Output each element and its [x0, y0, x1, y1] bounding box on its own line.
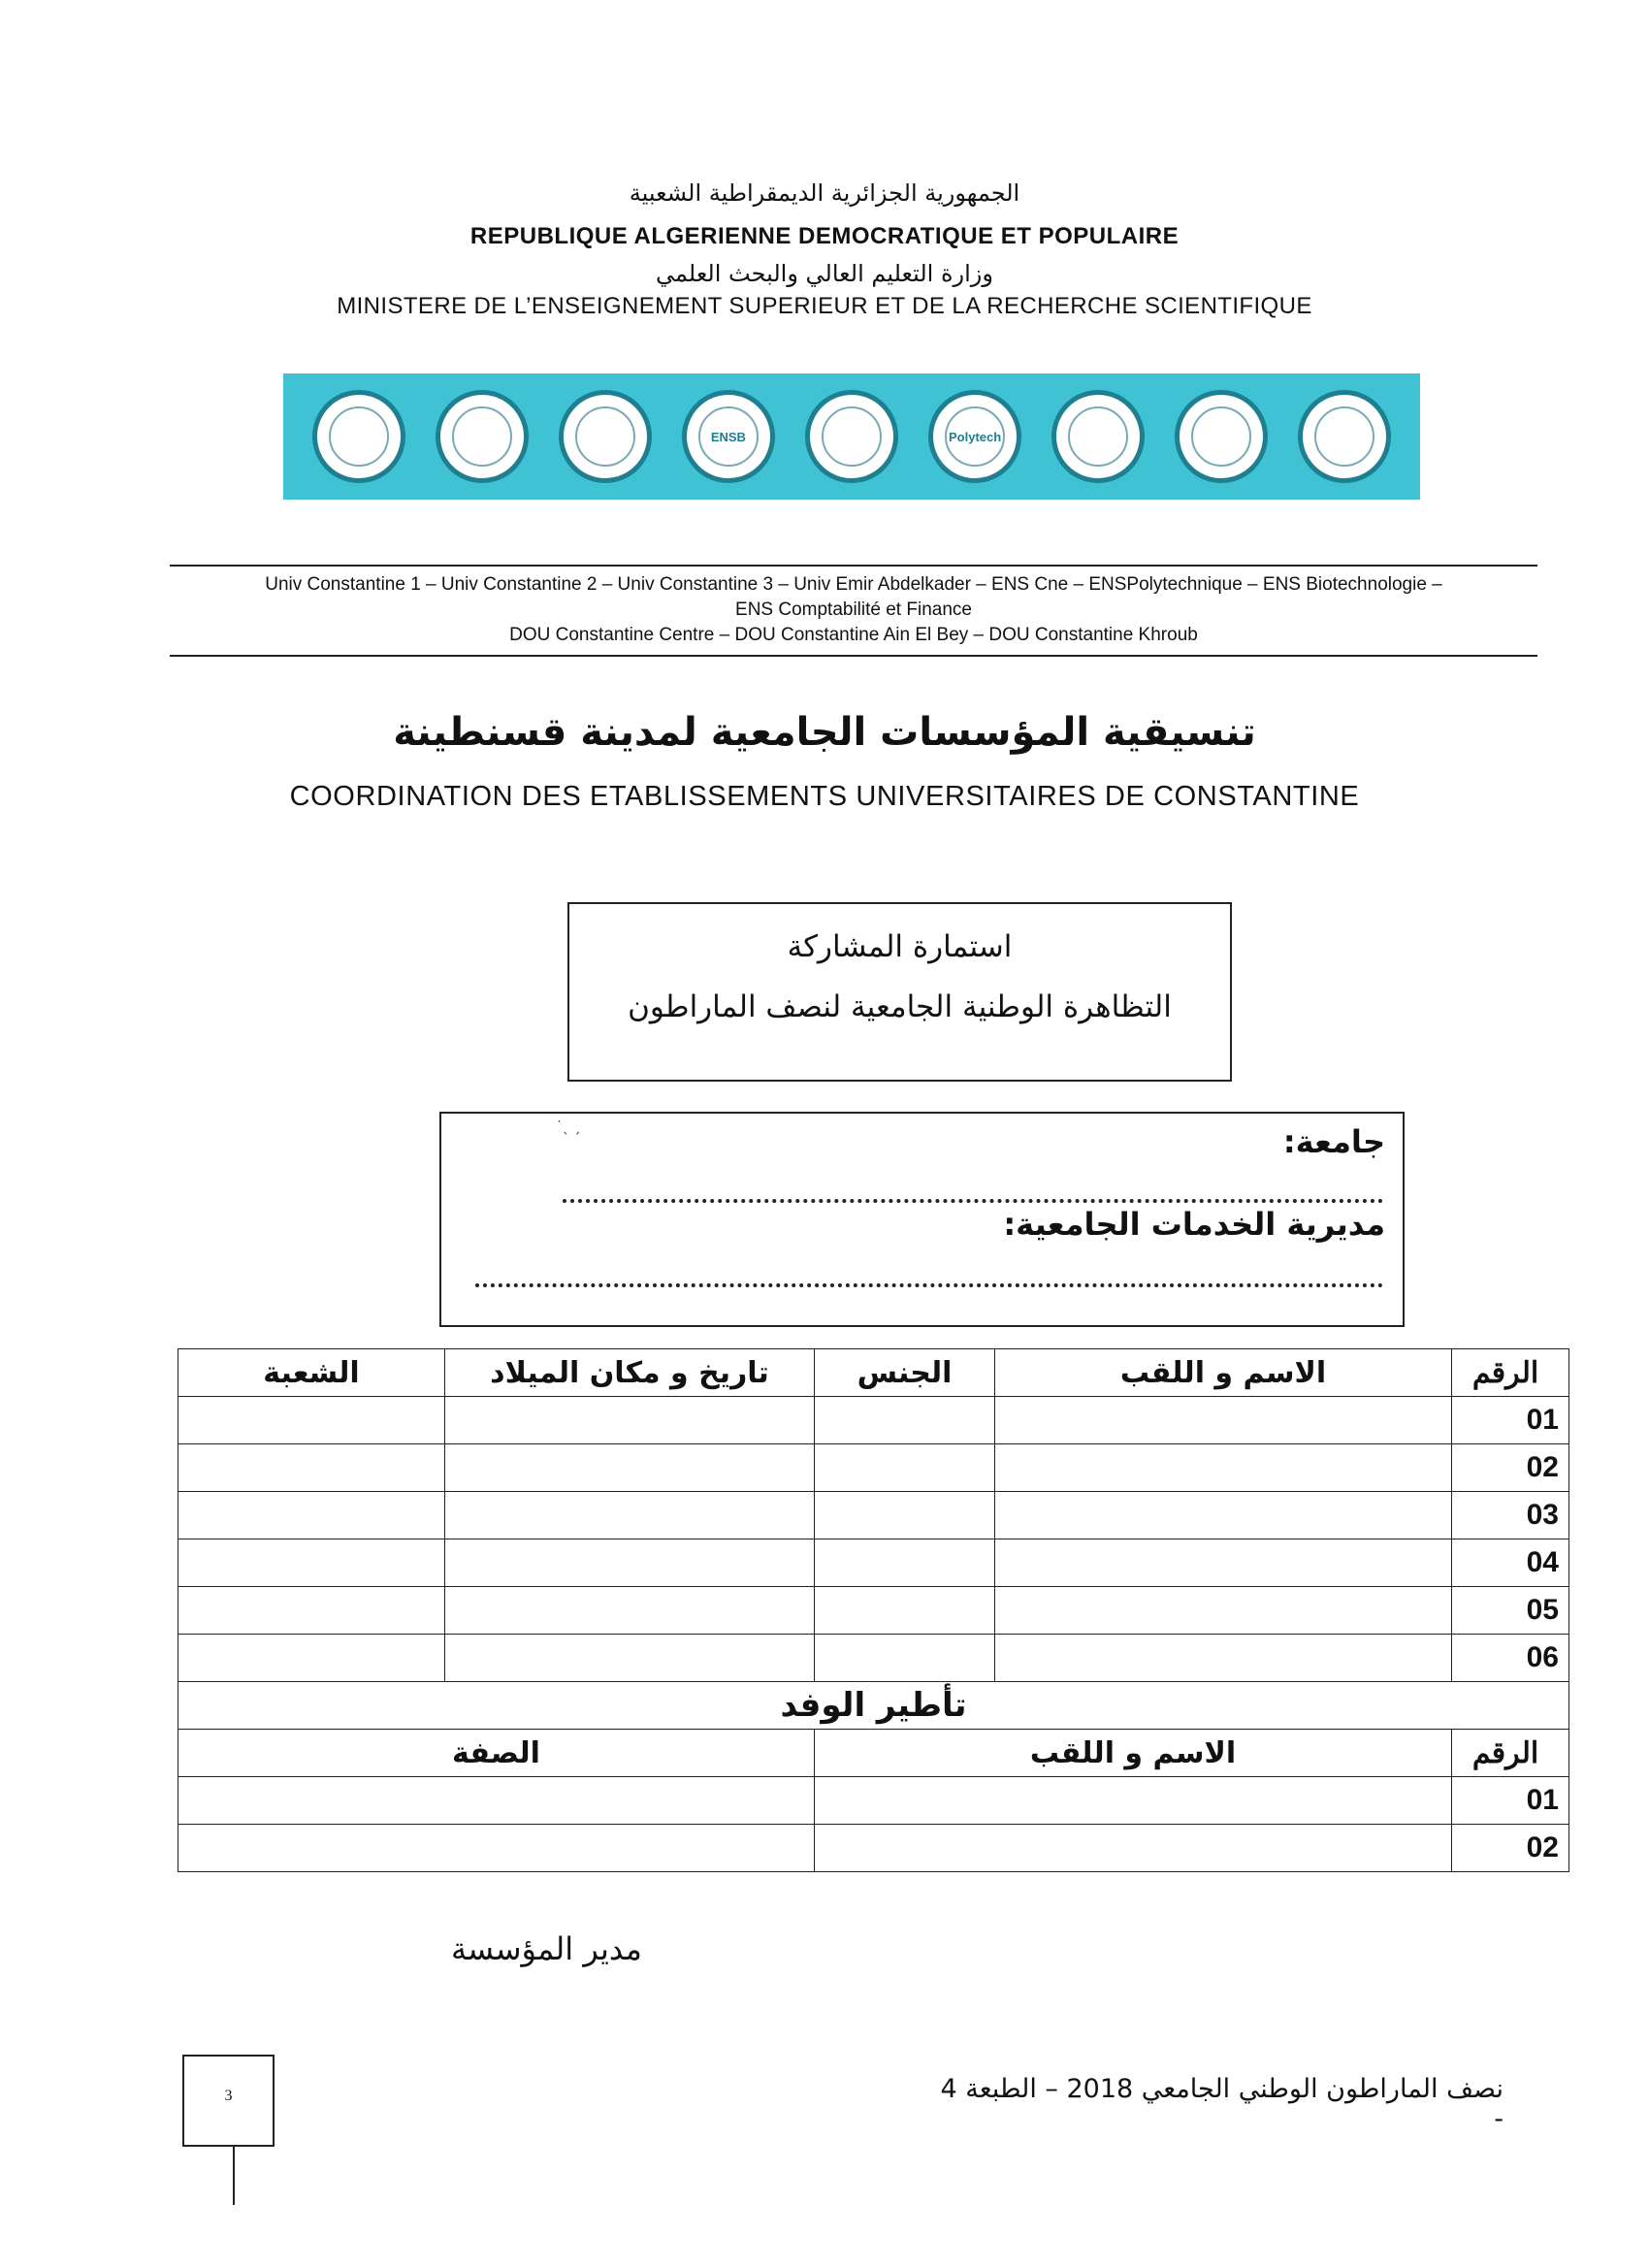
table-row	[178, 1539, 1569, 1587]
institution-logo	[1175, 390, 1268, 483]
logo-label: ENSB	[698, 406, 759, 467]
table-row	[178, 1587, 1569, 1635]
page-box-stem	[233, 2147, 235, 2205]
name-cell[interactable]	[995, 1492, 1452, 1539]
university-label: جامعة:	[1282, 1123, 1385, 1160]
supervision-title: تأطير الوفد	[178, 1682, 1569, 1730]
institution-logo-band	[283, 373, 1420, 500]
university-field[interactable]	[563, 1199, 1383, 1203]
role-cell[interactable]	[178, 1825, 815, 1872]
institution-logo	[1298, 390, 1391, 483]
form-subtitle: التظاهرة الوطنية الجامعية لنصف الماراطون	[628, 989, 1172, 1024]
institutions-line: Univ Constantine 1 – Univ Constantine 2 – Univ Constantine 3 – Univ Emir Abdelkader – ENS Cne – ENSPolytechnique – ENS Biotechnologie –	[265, 574, 1442, 595]
supervision-header-row	[178, 1730, 1569, 1777]
header-birth: تاريخ و مكان الميلاد	[445, 1349, 815, 1397]
branch-cell[interactable]	[178, 1635, 445, 1682]
university-info-box	[439, 1112, 1405, 1327]
institution-logo	[682, 390, 775, 483]
services-label: مديرية الخدمات الجامعية:	[1003, 1206, 1385, 1243]
supervision-row	[178, 1825, 1569, 1872]
institution-logo	[559, 390, 652, 483]
divider	[170, 655, 1537, 657]
name-cell[interactable]	[995, 1587, 1452, 1635]
header-name: الاسم و اللقب	[995, 1349, 1452, 1397]
name-cell[interactable]	[995, 1539, 1452, 1587]
coordination-title-ar: تنسيقية المؤسسات الجامعية لمدينة قسنطينة	[393, 710, 1256, 755]
branch-cell[interactable]	[178, 1397, 445, 1444]
row-number: 04	[1452, 1539, 1569, 1587]
header-number: الرقم	[1452, 1730, 1569, 1777]
table-row	[178, 1444, 1569, 1492]
institution-logo	[805, 390, 898, 483]
pen-mark: ˙ˎ ˏ	[556, 1119, 581, 1135]
institution-logo	[928, 390, 1021, 483]
header-role: الصفة	[178, 1730, 815, 1777]
institution-logo	[1051, 390, 1145, 483]
row-number: 02	[1452, 1825, 1569, 1872]
birth-cell[interactable]	[445, 1397, 815, 1444]
form-title: استمارة المشاركة	[787, 929, 1013, 964]
sex-cell[interactable]	[815, 1397, 995, 1444]
row-number: 02	[1452, 1444, 1569, 1492]
birth-cell[interactable]	[445, 1539, 815, 1587]
header-number: الرقم	[1452, 1349, 1569, 1397]
birth-cell[interactable]	[445, 1492, 815, 1539]
director-signature-label: مدير المؤسسة	[451, 1930, 642, 1967]
sex-cell[interactable]	[815, 1444, 995, 1492]
services-field[interactable]	[475, 1283, 1383, 1287]
role-cell[interactable]	[178, 1777, 815, 1825]
divider	[170, 565, 1537, 567]
name-cell[interactable]	[995, 1635, 1452, 1682]
name-cell[interactable]	[995, 1444, 1452, 1492]
footer-text: نصف الماراطون الوطني الجامعي 2018 – الطبعة 4 -	[940, 2074, 1504, 2134]
table-header-row	[178, 1349, 1569, 1397]
supervision-section-row	[178, 1682, 1569, 1730]
sex-cell[interactable]	[815, 1587, 995, 1635]
name-cell[interactable]	[815, 1777, 1452, 1825]
institution-logo	[312, 390, 405, 483]
branch-cell[interactable]	[178, 1492, 445, 1539]
table-row	[178, 1635, 1569, 1682]
institution-logo	[436, 390, 529, 483]
header-sex: الجنس	[815, 1349, 995, 1397]
birth-cell[interactable]	[445, 1444, 815, 1492]
branch-cell[interactable]	[178, 1444, 445, 1492]
page-number: 3	[224, 2088, 233, 2104]
table-row	[178, 1397, 1569, 1444]
institutions-line: ENS Comptabilité et Finance	[735, 599, 972, 620]
institutions-line: DOU Constantine Centre – DOU Constantine Ain El Bey – DOU Constantine Khroub	[509, 625, 1198, 645]
birth-cell[interactable]	[445, 1587, 815, 1635]
sex-cell[interactable]	[815, 1539, 995, 1587]
branch-cell[interactable]	[178, 1587, 445, 1635]
row-number: 05	[1452, 1587, 1569, 1635]
republic-title-fr: REPUBLIQUE ALGERIENNE DEMOCRATIQUE ET POPULAIRE	[469, 223, 1180, 249]
branch-cell[interactable]	[178, 1539, 445, 1587]
header-branch: الشعبة	[178, 1349, 445, 1397]
ministry-title-ar: وزارة التعليم العالي والبحث العلمي	[656, 260, 993, 287]
coordination-title-fr: COORDINATION DES ETABLISSEMENTS UNIVERSITAIRES DE CONSTANTINE	[289, 781, 1360, 812]
row-number: 01	[1452, 1777, 1569, 1825]
row-number: 03	[1452, 1492, 1569, 1539]
participants-table	[178, 1348, 1569, 1872]
birth-cell[interactable]	[445, 1635, 815, 1682]
header-name: الاسم و اللقب	[815, 1730, 1452, 1777]
page-number-box	[182, 2055, 275, 2147]
row-number: 06	[1452, 1635, 1569, 1682]
ministry-title-fr: MINISTERE DE L’ENSEIGNEMENT SUPERIEUR ET DE LA RECHERCHE SCIENTIFIQUE	[337, 293, 1312, 319]
logo-label: Polytech	[945, 406, 1005, 467]
row-number: 01	[1452, 1397, 1569, 1444]
table-row	[178, 1492, 1569, 1539]
name-cell[interactable]	[995, 1397, 1452, 1444]
form-title-box	[567, 902, 1232, 1082]
name-cell[interactable]	[815, 1825, 1452, 1872]
republic-title-ar: الجمهورية الجزائرية الديمقراطية الشعبية	[629, 179, 1020, 207]
sex-cell[interactable]	[815, 1635, 995, 1682]
sex-cell[interactable]	[815, 1492, 995, 1539]
supervision-row	[178, 1777, 1569, 1825]
